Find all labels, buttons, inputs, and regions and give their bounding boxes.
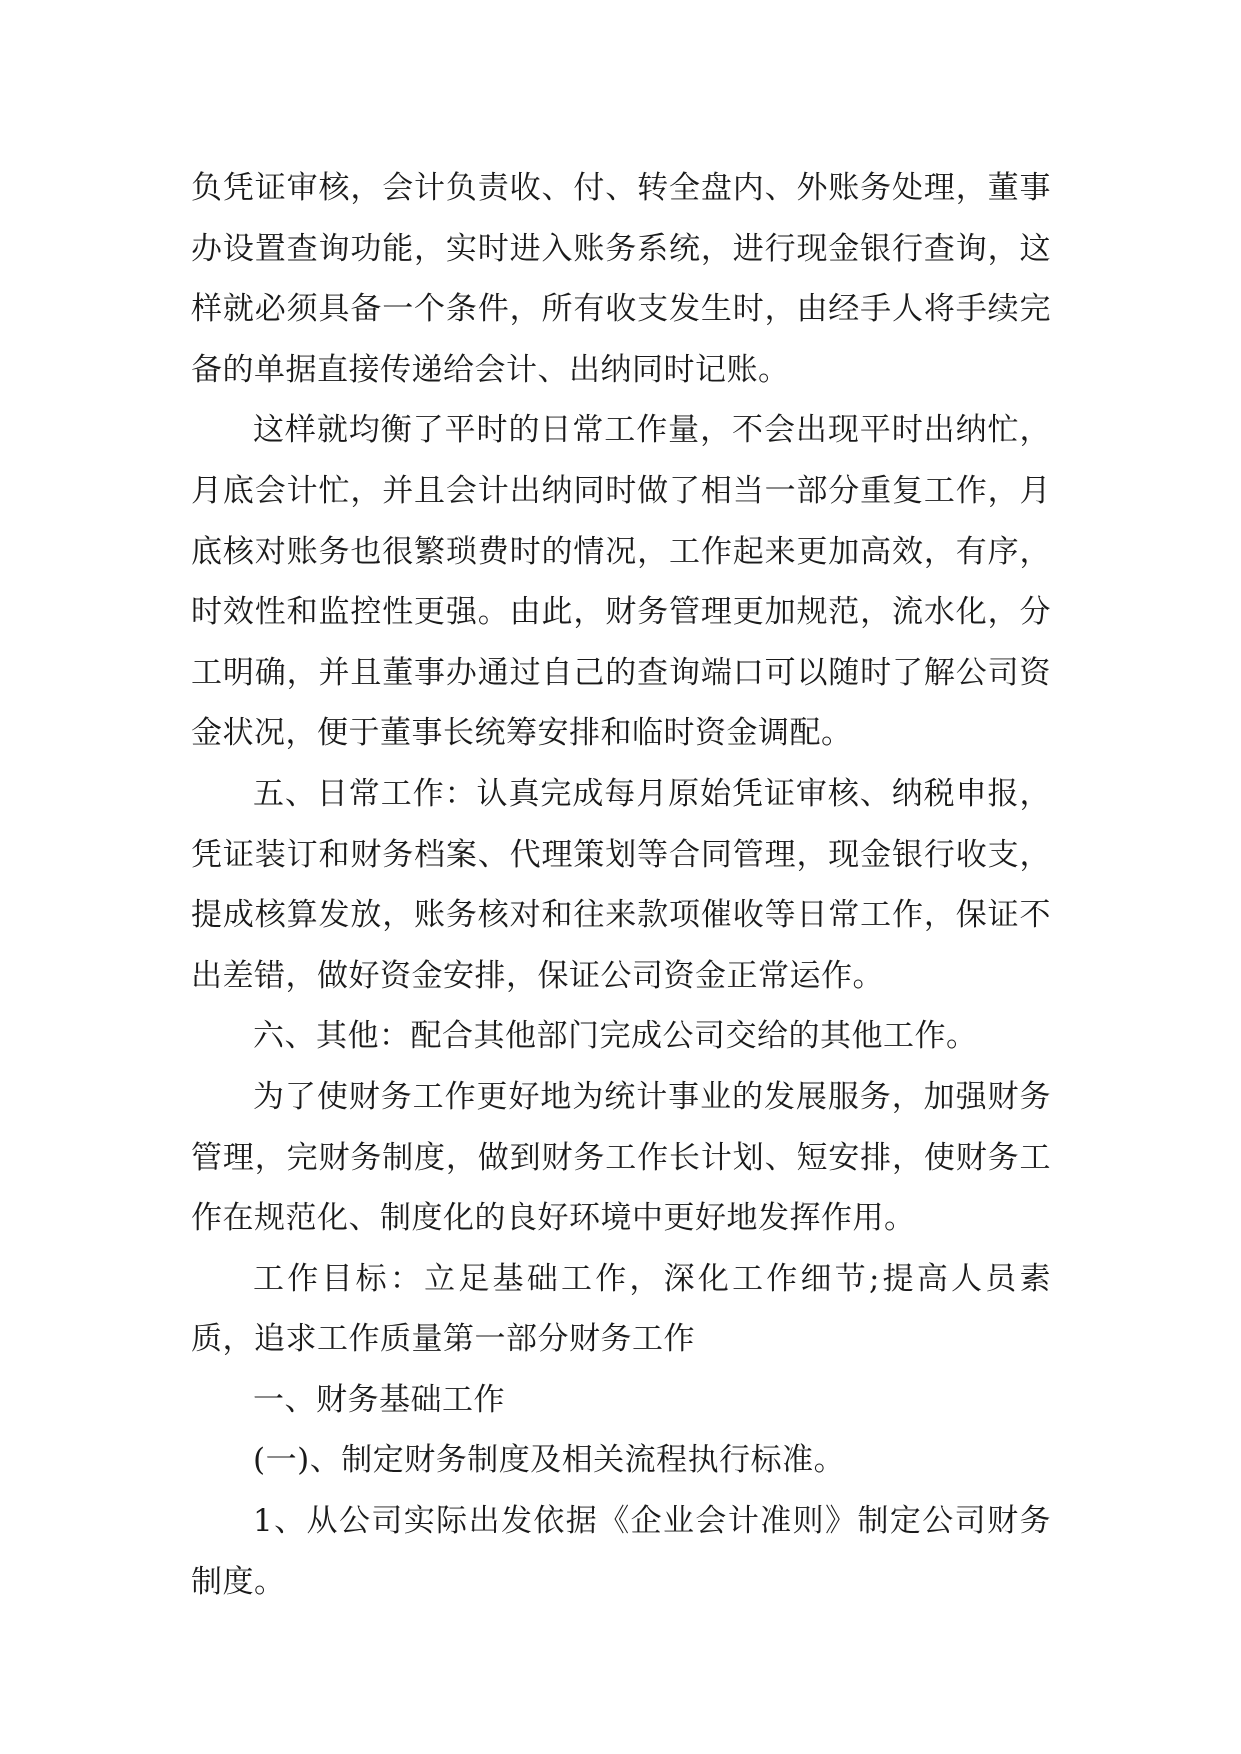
paragraph-work-goal: 工作目标：立足基础工作，深化工作细节;提高人员素质，追求工作质量第一部分财务工作 <box>191 1260 1051 1358</box>
paragraph-purpose: 为了使财务工作更好地为统计事业的发展服务，加强财务管理，完财务制度，做到财务工作长计划、短安排，使财务工作在规范化、制度化的良好环境中更好地发挥作用。 <box>191 1078 1051 1237</box>
paragraph-other: 六、其他：配合其他部门完成公司交给的其他工作。 <box>253 1018 978 1055</box>
list-item-accounting-standards: 1、从公司实际出发依据《企业会计准则》制定公司财务制度。 <box>191 1503 1051 1600</box>
paragraph-voucher-review: 负凭证审核，会计负责收、付、转全盘内、外账务处理，董事办设置查询功能，实时进入账务系统，进行现金银行查询，这样就必须具备一个条件，所有收支发生时，由经手人将手续完备的单据直接传递给会计、出纳同时记账。 <box>191 170 1051 388</box>
paragraph-daily-work: 五、日常工作：认真完成每月原始凭证审核、纳税申报，凭证装订和财务档案、代理策划等合同管理，现金银行收支，提成核算发放，账务核对和往来款项催收等日常工作，保证不出差错，做好资金安排，保证公司资金正常运作。 <box>191 775 1051 994</box>
heading-finance-basics: 一、财务基础工作 <box>253 1381 505 1418</box>
paragraph-workload-balance: 这样就均衡了平时的日常工作量，不会出现平时出纳忙，月底会计忙，并且会计出纳同时做了相当一部分重复工作，月底核对账务也很繁琐费时的情况，工作起来更加高效，有序，时效性和监控性更强。由此，财务管理更加规范，流水化，分工明确，并且董事办通过自己的查询端口可以随时了解公司资金状况，便于董事长统筹安排和临时资金调配。 <box>191 412 1051 752</box>
subheading-finance-rules: (一)、制定财务制度及相关流程执行标准。 <box>253 1442 846 1479</box>
document-body <box>191 158 1051 1612</box>
